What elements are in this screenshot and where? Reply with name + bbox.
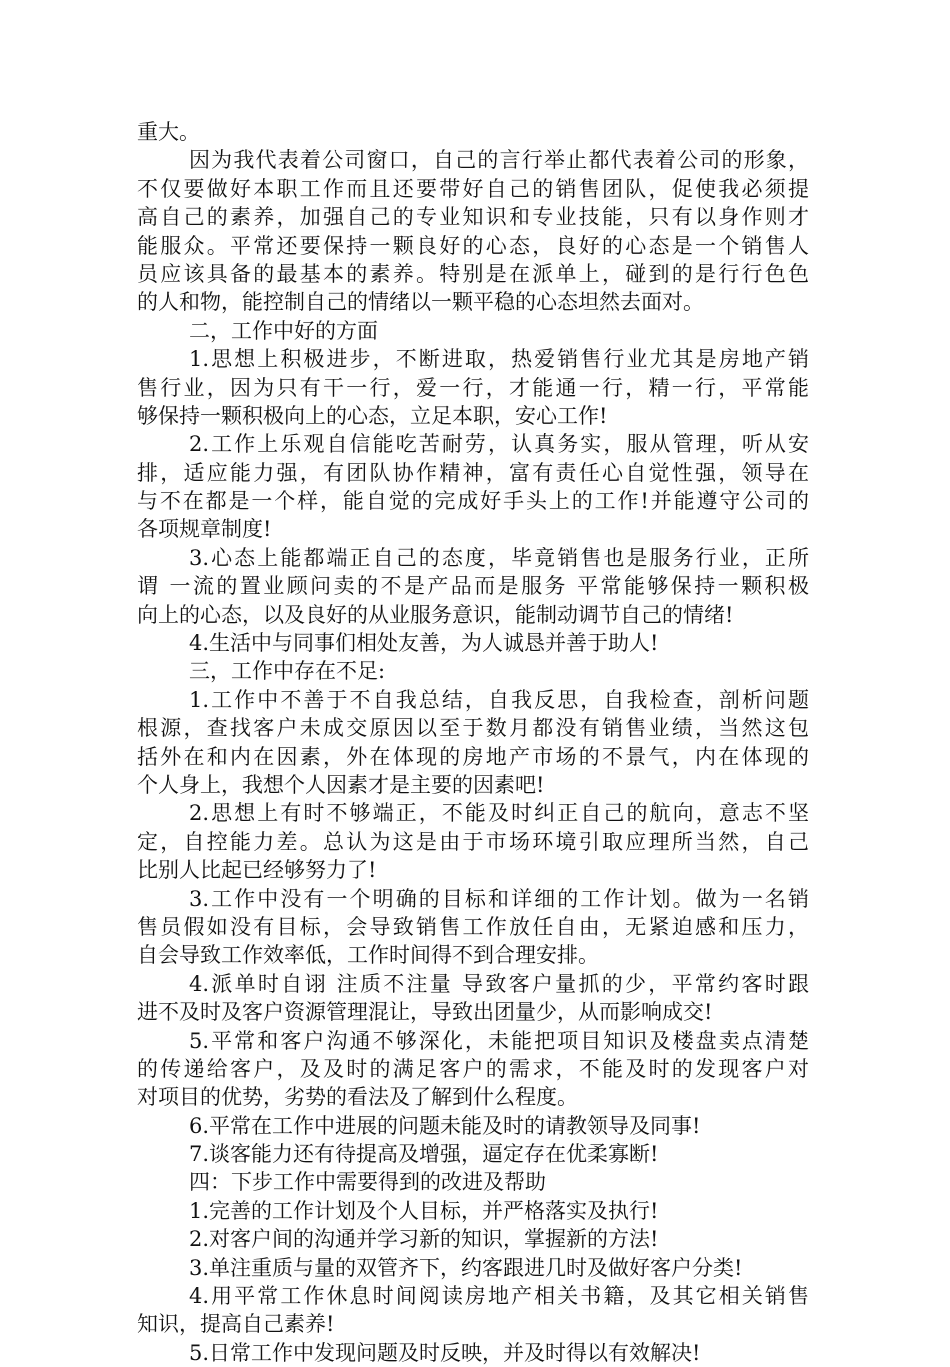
- text-line: 括外在和内在因素，外在体现的房地产市场的不景气，内在体现的: [137, 744, 809, 769]
- text-line: 比别人比起已经够努力了!: [137, 858, 377, 883]
- text-line: 6.平常在工作中进展的问题未能及时的请教领导及同事!: [189, 1113, 701, 1138]
- text-line: 2.思想上有时不够端正，不能及时纠正自己的航向，意志不坚: [189, 801, 809, 826]
- text-line: 3.心态上能都端正自己的态度，毕竟销售也是服务行业，正所: [189, 545, 809, 570]
- text-line: 够保持一颗积极向上的心态，立足本职，安心工作!: [137, 403, 608, 428]
- text-line: 自会导致工作效率低，工作时间得不到合理安排。: [137, 943, 599, 968]
- text-line: 2.对客户间的沟通并学习新的知识，掌握新的方法!: [189, 1227, 659, 1252]
- text-line: 二，工作中好的方面: [189, 318, 378, 343]
- text-line: 7.谈客能力还有待提高及增强，逼定存在优柔寡断!: [189, 1142, 659, 1167]
- text-line: 根源，查找客户未成交原因以至于数月都没有销售业绩，当然这包: [137, 716, 809, 741]
- text-line: 与不在都是一个样，能自觉的完成好手头上的工作!并能遵守公司的: [137, 489, 809, 514]
- text-line: 能服众。平常还要保持一颗良好的心态，良好的心态是一个销售人: [137, 233, 809, 258]
- text-line: 3.单注重质与量的双管齐下，约客跟进几时及做好客户分类!: [189, 1255, 743, 1280]
- text-line: 5.日常工作中发现问题及时反映，并及时得以有效解决!: [189, 1340, 701, 1365]
- text-line: 2.工作上乐观自信能吃苦耐劳，认真务实，服从管理，听从安: [189, 432, 809, 457]
- text-line: 因为我代表着公司窗口，自己的言行举止都代表着公司的形象，: [189, 148, 809, 173]
- text-line: 4.用平常工作休息时间阅读房地产相关书籍，及其它相关销售: [189, 1284, 809, 1309]
- text-line: 4.生活中与同事们相处友善，为人诚恳并善于助人!: [189, 631, 659, 656]
- text-line: 1.完善的工作计划及个人目标，并严格落实及执行!: [189, 1198, 659, 1223]
- text-line: 谓 一流的置业顾问卖的不是产品而是服务 平常能够保持一颗积极: [137, 574, 809, 599]
- text-line: 3.工作中没有一个明确的目标和详细的工作计划。做为一名销: [189, 886, 809, 911]
- text-line: 的传递给客户，及及时的满足客户的需求，不能及时的发现客户对: [137, 1056, 809, 1081]
- text-line: 1.工作中不善于不自我总结，自我反思，自我检查，剖析问题: [189, 687, 809, 712]
- text-line: 员应该具备的最基本的素养。特别是在派单上，碰到的是行行色色: [137, 261, 809, 286]
- text-line: 5.平常和客户沟通不够深化，未能把项目知识及楼盘卖点清楚: [189, 1028, 809, 1053]
- text-line: 四：下步工作中需要得到的改进及帮助: [189, 1170, 546, 1195]
- text-line: 定，自控能力差。总认为这是由于市场环境引取应理所当然，自己: [137, 829, 809, 854]
- text-line: 不仅要做好本职工作而且还要带好自己的销售团队，促使我必须提: [137, 176, 809, 201]
- text-line: 售员假如没有目标，会导致销售工作放任自由，无紧迫感和压力，: [137, 914, 809, 939]
- text-line: 1.思想上积极进步，不断进取，热爱销售行业尤其是房地产销: [189, 347, 809, 372]
- text-line: 高自己的素养，加强自己的专业知识和专业技能，只有以身作则才: [137, 205, 809, 230]
- text-line: 三，工作中存在不足:: [189, 659, 386, 684]
- text-line: 4.派单时自诩 注质不注量 导致客户量抓的少，平常约客时跟: [189, 971, 809, 996]
- text-line: 进不及时及客户资源管理混让，导致出团量少，从而影响成交!: [137, 1000, 713, 1025]
- text-line: 各项规章制度!: [137, 517, 272, 542]
- text-line: 排，适应能力强，有团队协作精神，富有责任心自觉性强，领导在: [137, 460, 809, 485]
- text-line: 的人和物，能控制自己的情绪以一颗平稳的心态坦然去面对。: [137, 290, 704, 315]
- text-line: 重大。: [137, 120, 200, 144]
- text-line: 向上的心态，以及良好的从业服务意识，能制动调节自己的情绪!: [137, 602, 734, 627]
- text-line: 对项目的优势，劣势的看法及了解到什么程度。: [137, 1085, 578, 1110]
- document-body: [137, 118, 809, 1367]
- text-line: 个人身上，我想个人因素才是主要的因素吧!: [137, 772, 545, 797]
- text-line: 知识，提高自己素养!: [137, 1312, 335, 1337]
- text-line: 售行业，因为只有干一行，爱一行，才能通一行，精一行，平常能: [137, 375, 809, 400]
